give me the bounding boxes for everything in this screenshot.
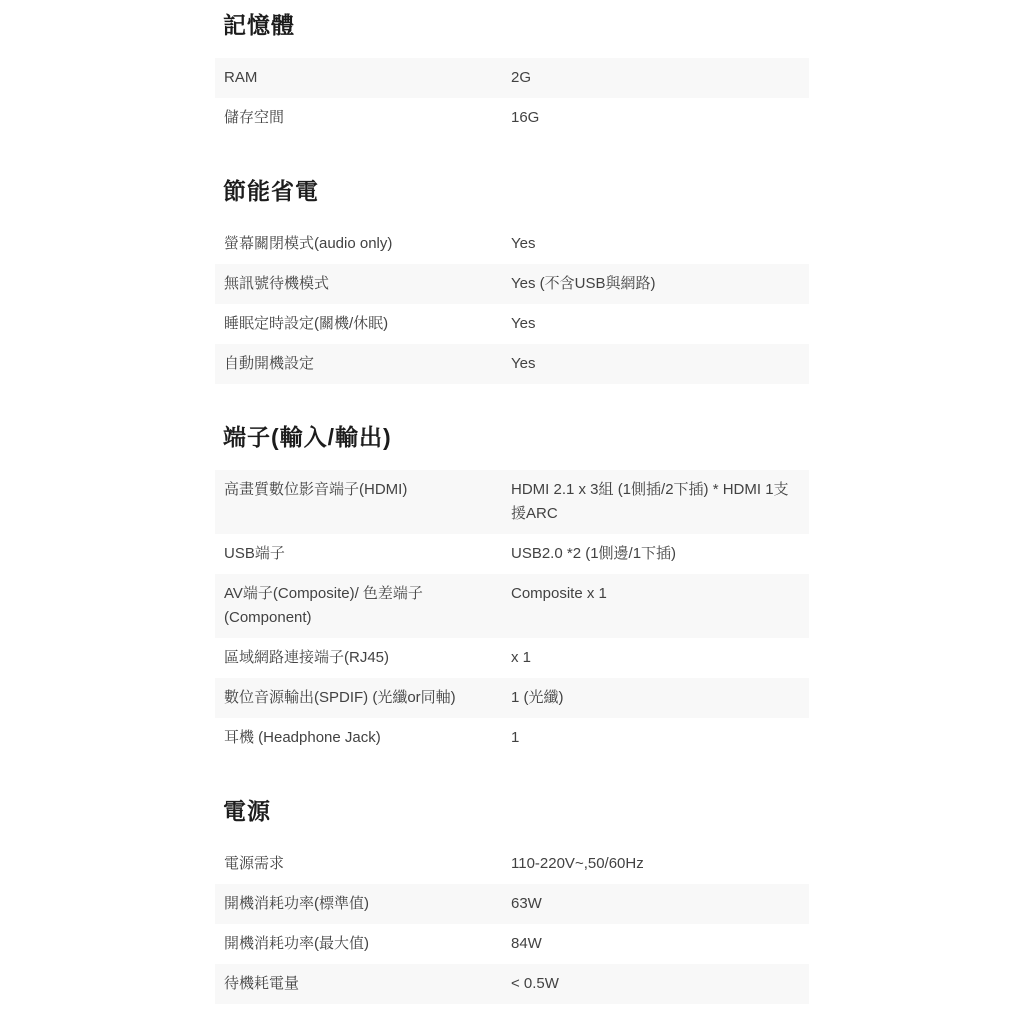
spec-section	[215, 8, 809, 138]
spec-row-value: Yes	[511, 235, 536, 252]
spec-row-label: USB端子	[224, 545, 285, 562]
spec-row	[215, 924, 809, 964]
spec-table	[215, 470, 809, 758]
spec-row-value: 63W	[511, 895, 542, 912]
spec-row	[215, 58, 809, 98]
spec-row-value: x 1	[511, 649, 532, 666]
spec-section	[215, 174, 809, 384]
spec-row	[215, 224, 809, 264]
spec-row-label: 高畫質數位影音端子(HDMI)	[224, 481, 408, 498]
spec-row	[215, 964, 809, 1004]
spec-row	[215, 264, 809, 304]
spec-row-label: AV端子(Composite)/ 色差端子 (Component)	[224, 585, 423, 626]
spec-row-label: 電源需求	[224, 855, 285, 872]
spec-row-label: 數位音源輸出(SPDIF) (光纖or同軸)	[224, 689, 456, 706]
spec-row-label: 睡眠定時設定(關機/休眠)	[224, 315, 389, 332]
spec-row-value: 110-220V~,50/60Hz	[511, 855, 644, 872]
spec-row-label: 自動開機設定	[224, 355, 315, 372]
spec-row-value: 16G	[511, 109, 540, 126]
section-title: 節能省電	[223, 178, 319, 204]
spec-row-value: HDMI 2.1 x 3組 (1側插/2下插) * HDMI 1支援ARC	[511, 481, 789, 522]
spec-row-label: 待機耗電量	[224, 975, 300, 992]
spec-row-value: 1	[511, 729, 520, 746]
spec-row-value: 84W	[511, 935, 542, 952]
spec-row	[215, 470, 809, 534]
spec-row	[215, 304, 809, 344]
spec-row	[215, 344, 809, 384]
spec-row-label: 開機消耗功率(標準值)	[224, 895, 369, 912]
spec-row-value: 1 (光纖)	[511, 689, 564, 706]
spec-row-value: Yes (不含USB與網路)	[511, 275, 656, 292]
spec-row-label: RAM	[224, 69, 258, 86]
spec-row-label: 耳機 (Headphone Jack)	[224, 729, 381, 746]
spec-table	[215, 844, 809, 1004]
spec-row	[215, 884, 809, 924]
spec-row	[215, 638, 809, 678]
spec-row	[215, 718, 809, 758]
spec-row-value: 2G	[511, 69, 532, 86]
spec-section	[215, 794, 809, 1004]
spec-row	[215, 678, 809, 718]
spec-row-label: 無訊號待機模式	[224, 275, 330, 292]
spec-table	[215, 224, 809, 384]
spec-row-label: 儲存空間	[224, 109, 285, 126]
spec-row-value: < 0.5W	[511, 975, 559, 992]
spec-content	[215, 8, 809, 1004]
section-title: 端子(輸入/輸出)	[223, 424, 392, 450]
section-title: 記憶體	[223, 12, 295, 38]
spec-row-value: Yes	[511, 315, 536, 332]
spec-row	[215, 98, 809, 138]
spec-row-value: Yes	[511, 355, 536, 372]
spec-row-label: 區域網路連接端子(RJ45)	[224, 649, 390, 666]
spec-section	[215, 420, 809, 758]
section-title: 電源	[223, 798, 271, 824]
spec-row	[215, 844, 809, 884]
spec-row-value: USB2.0 *2 (1側邊/1下插)	[511, 545, 677, 562]
spec-row-value: Composite x 1	[511, 585, 607, 602]
spec-row	[215, 534, 809, 574]
spec-table	[215, 58, 809, 138]
spec-row-label: 開機消耗功率(最大值)	[224, 935, 369, 952]
spec-row-label: 螢幕關閉模式(audio only)	[224, 235, 393, 252]
spec-row	[215, 574, 809, 638]
